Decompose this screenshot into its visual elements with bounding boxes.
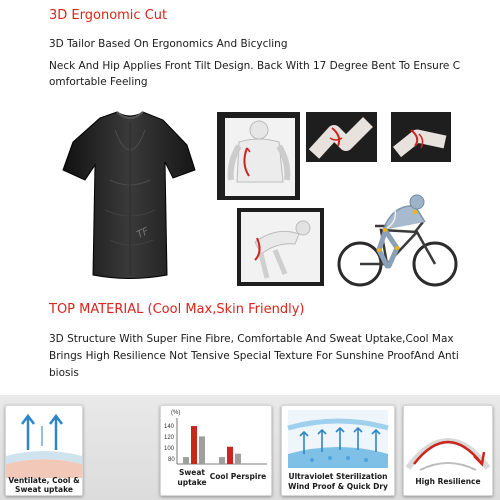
section-title-ergonomic: 3D Ergonomic Cut (49, 8, 168, 23)
chart-bar-2-3 (235, 454, 241, 464)
chart-bar-2-1 (219, 457, 225, 464)
chart-tick-80: 80 (168, 457, 175, 463)
feature-panel-uv (281, 405, 395, 496)
chart-bar-1-2 (191, 426, 197, 464)
chart-label-sweat-line1: Sweat (178, 468, 206, 477)
photo-riding-posture (237, 208, 324, 286)
material-desc-line2: Brings High Resilience Not Tensive Special Texture For Sunshine ProofAnd Anti (49, 350, 459, 362)
uv-label-line1: Ultraviolet Sterilization (288, 472, 388, 481)
ergonomic-desc-line2: Neck And Hip Applies Front Tilt Design. Back With 17 Degree Bent To Ensure C (49, 60, 461, 72)
feature-panel-ventilate (5, 405, 83, 496)
chart-tick-140: 140 (164, 424, 175, 430)
chart-label-cool: Cool Perspire (209, 472, 267, 481)
ergonomic-desc-line1: 3D Tailor Based On Ergonomics And Bicycling (49, 38, 288, 50)
photo-elbow (306, 112, 377, 162)
chart-bar-1-1 (183, 457, 189, 464)
cyclist-skeleton-image (335, 192, 460, 292)
resilience-label: High Resilience (415, 477, 481, 486)
section-title-material: TOP MATERIAL (Cool Max,Skin Friendly) (49, 302, 305, 317)
ventilate-label-line2: Sweat uptake (15, 485, 73, 494)
ergonomic-desc-line3: omfortable Feeling (49, 76, 148, 88)
photo-knee (391, 112, 451, 162)
chart-unit: (%) (171, 410, 181, 416)
chart-bar-2-2 (227, 447, 233, 464)
chart-tick-100: 100 (164, 446, 175, 452)
ventilate-label-line1: Ventilate, Cool & (8, 476, 80, 485)
chart-bar-1-3 (199, 436, 205, 464)
material-desc-line3: biosis (49, 367, 79, 379)
jersey-logo: TF (135, 226, 151, 241)
jersey-image (55, 110, 205, 285)
feature-panel-chart (160, 405, 272, 496)
photo-back-posture (217, 112, 300, 200)
material-desc-line1: 3D Structure With Super Fine Fibre, Comfortable And Sweat Uptake,Cool Max (49, 333, 454, 345)
chart-label-sweat-line2: uptake (177, 478, 207, 487)
chart-tick-120: 120 (164, 435, 175, 441)
uv-label-line2: Wind Proof & Quick Dry (288, 482, 388, 491)
feature-panel-resilience (403, 405, 493, 496)
